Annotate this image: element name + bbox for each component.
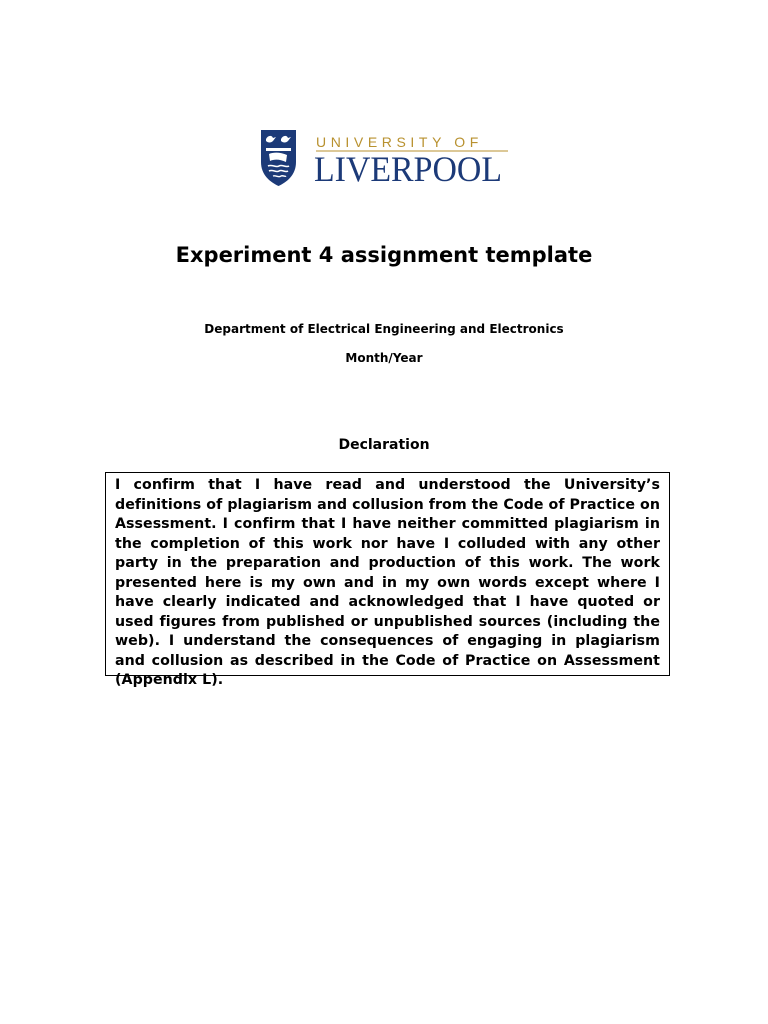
- page-title: Experiment 4 assignment template: [175, 243, 593, 267]
- declaration-heading: Declaration: [338, 437, 430, 453]
- logo-line1: UNIVERSITY OF: [316, 134, 483, 150]
- university-logo: [259, 128, 511, 188]
- declaration-text: I confirm that I have read and understood the University’s definitions of plagiarism and collusion from the Code of Practice on Assessment. I confirm that I have neither committed plagiarism in the completion of this work nor have I colluded with any other party in the preparation and production of this work. The work presented here is my own and in my own words except where I have clearly indicated and acknowledged that I have quoted or used figures from published or unpublished sources (including the web). I understand the consequences of engaging in plagiarism and collusion as described in the Code of Practice on Assessment (Appendix L).: [115, 477, 660, 688]
- date-placeholder: Month/Year: [345, 351, 423, 365]
- logo-line2: LIVERPOOL: [314, 149, 502, 189]
- department-name: Department of Electrical Engineering and Electronics: [204, 322, 564, 336]
- declaration-box: [105, 472, 670, 688]
